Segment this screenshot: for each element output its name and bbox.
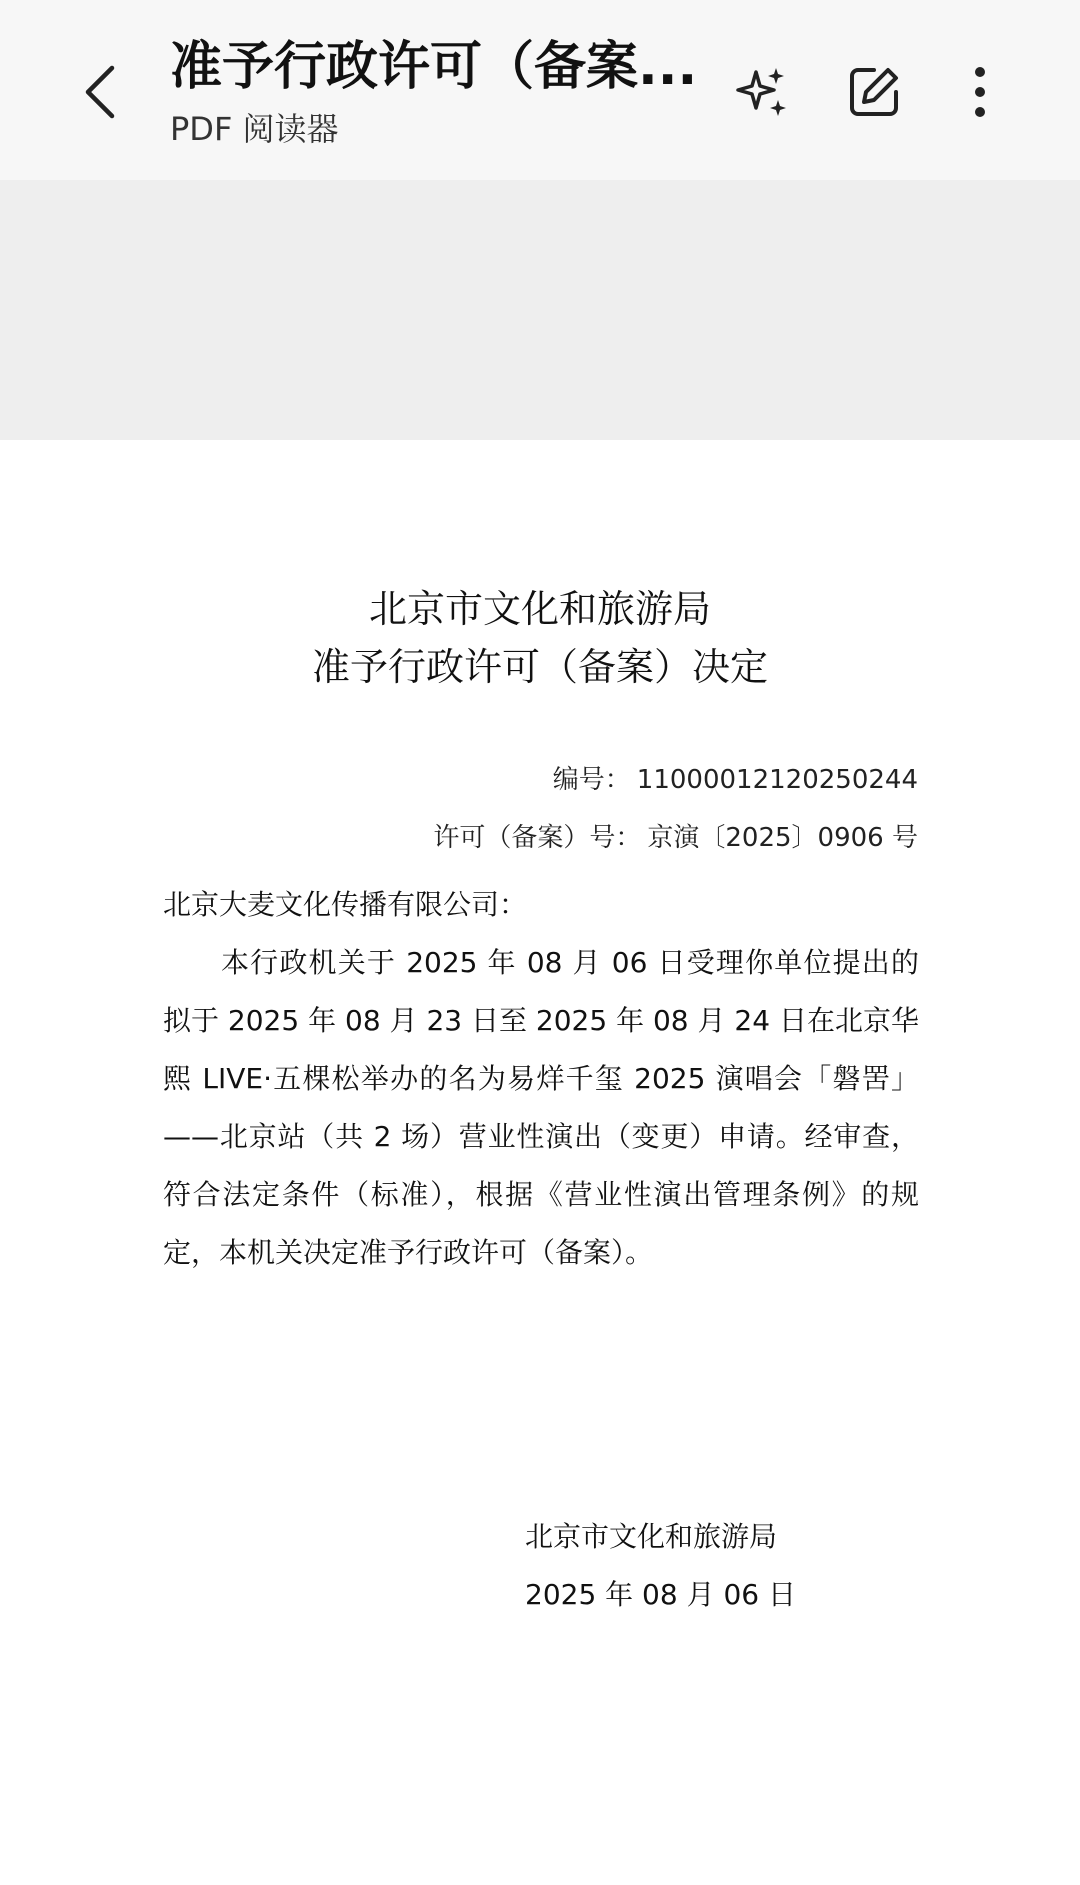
ai-assist-button[interactable] (730, 60, 794, 124)
serial-label: 编号： (552, 765, 631, 795)
sparkle-icon (734, 64, 790, 120)
pdf-page[interactable] (0, 440, 1080, 1885)
serial-number-line (553, 760, 918, 800)
decision-heading: 准予行政许可（备案）决定 (311, 645, 768, 689)
document-title: 准予行政许可（备案... (170, 37, 698, 97)
page-gap (0, 180, 1080, 440)
back-arrow-icon (80, 62, 120, 122)
permit-value: 京演〔2025〕0906 号 (647, 823, 918, 853)
addressee: 北京大麦文化传播有限公司： (163, 888, 528, 921)
serial-value: 11000012120250244 (636, 765, 918, 795)
decision-paragraph: 本行政机关于 2025 年 08 月 06 日受理你单位提出的拟于 2025 年 08 月 23 日至 2025 年 08 月 24 日在北京华熙 LIVE·五棵松举办的名为易烊千玺 2025 演唱会「磐罟」——北京站（共 2 场）营业性演出（变更）申请。经审查，符合法定条件（标准），根据《营业性演出管理条例》的规定，本机关决定准予行政许可（备案）。 (163, 946, 919, 1269)
permit-label: 许可（备案）号： (433, 823, 642, 853)
top-app-bar (0, 0, 1080, 180)
edit-icon (846, 64, 902, 120)
signer-name: 北京市文化和旅游局 (525, 1520, 778, 1553)
signing-date: 2025 年 08 月 06 日 (525, 1578, 797, 1611)
issuer-heading: 北京市文化和旅游局 (368, 587, 711, 631)
more-vertical-icon (970, 64, 990, 120)
back-button[interactable] (68, 55, 132, 129)
app-subtitle: PDF 阅读器 (170, 110, 339, 148)
edit-button[interactable] (842, 60, 906, 124)
permit-number-line (433, 818, 918, 858)
title-block (170, 35, 710, 149)
more-options-button[interactable] (948, 60, 1012, 124)
